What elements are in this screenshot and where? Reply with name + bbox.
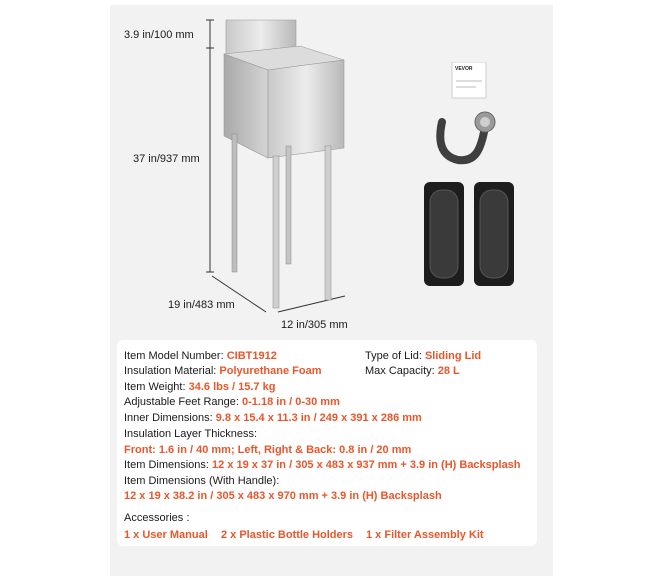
width-dimension: 12 in/305 mm	[281, 319, 348, 331]
depth-dimension: 19 in/483 mm	[168, 299, 235, 311]
height-dimension: 37 in/937 mm	[133, 153, 200, 165]
backsplash-dimension: 3.9 in/100 mm	[124, 29, 194, 41]
spec-model: Item Model Number: CIBT1912	[124, 350, 277, 362]
accessory-manual: 1 x User Manual	[124, 529, 208, 541]
manual-brand-label: VEVOR	[455, 66, 473, 72]
filter-assembly-image	[430, 108, 510, 168]
spec-capacity: Max Capacity: 28 L	[365, 365, 460, 377]
spec-thickness-label: Insulation Layer Thickness:	[124, 428, 258, 440]
spec-inner: Inner Dimensions: 9.8 x 15.4 x 11.3 in / 249 x 391 x 286 mm	[124, 412, 422, 424]
spec-weight: Item Weight: 34.6 lbs / 15.7 kg	[124, 381, 276, 393]
spec-handle-label: Item Dimensions (With Handle):	[124, 475, 280, 487]
spec-thickness-value: Front: 1.6 in / 40 mm; Left, Right & Back: 0.8 in / 20 mm	[124, 444, 412, 456]
spec-item-dimensions: Item Dimensions: 12 x 19 x 37 in / 305 x 483 x 937 mm + 3.9 in (H) Backsplash	[124, 459, 521, 471]
accessory-filter-kit: 1 x Filter Assembly Kit	[366, 529, 484, 541]
spec-handle-value: 12 x 19 x 38.2 in / 305 x 483 x 970 mm + 3.9 in (H) Backsplash	[124, 490, 442, 502]
spec-insulation: Insulation Material: Polyurethane Foam	[124, 365, 322, 377]
spec-feet: Adjustable Feet Range: 0-1.18 in / 0-30 mm	[124, 396, 340, 408]
bottle-holders-image	[422, 178, 522, 288]
accessory-bottle-holders: 2 x Plastic Bottle Holders	[221, 529, 354, 541]
spec-lid: Type of Lid: Sliding Lid	[365, 350, 482, 362]
accessories-label: Accessories :	[124, 512, 190, 524]
